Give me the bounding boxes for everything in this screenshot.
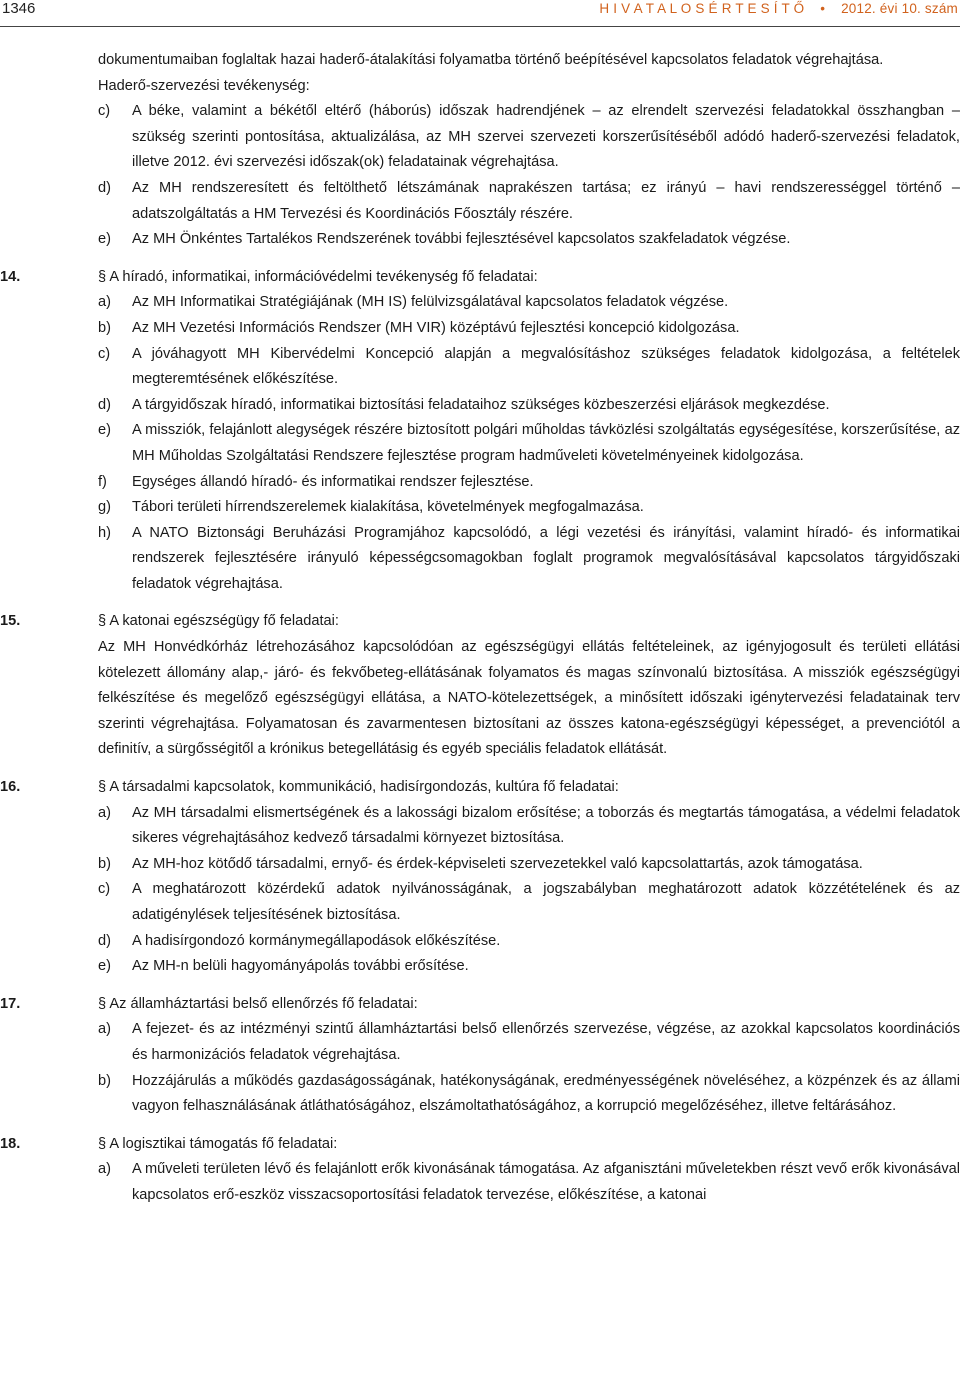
list-item	[0, 99, 960, 176]
list-item	[0, 521, 960, 598]
section-number: 15.	[0, 613, 21, 630]
list-text: Az MH Informatikai Stratégiájának (MH IS) felülvizsgálatával kapcsolatos feladatok végzése.	[132, 294, 729, 311]
list-item	[0, 176, 960, 227]
list-label: a)	[98, 1161, 111, 1178]
section-title: § A katonai egészségügy fő feladatai:	[98, 613, 339, 630]
list-label: b)	[98, 855, 111, 872]
list-text: Az MH társadalmi elismertségének és a lakossági bizalom erősítése; a toborzás és megtartás támogatása, a védelmi feladatok sikeres végrehajtásához kedvező társadalmi környezet biztosítása.	[132, 804, 960, 847]
list-label: e)	[98, 422, 111, 439]
list-text: Az MH-hoz kötődő társadalmi, ernyő- és érdek-képviseleti szervezetekkel való kapcsolattartás, azok támogatása.	[132, 855, 863, 872]
section-heading	[0, 609, 960, 635]
list-label: f)	[98, 473, 107, 490]
list-item	[0, 954, 960, 980]
list-text: A tárgyidőszak híradó, informatikai biztosítási feladataihoz szükséges közbeszerzési eljárások megkezdése.	[132, 396, 830, 413]
section-number: 14.	[0, 268, 21, 285]
list-item	[0, 929, 960, 955]
list-label: c)	[98, 345, 111, 362]
list-item	[0, 852, 960, 878]
section-number: 17.	[0, 995, 21, 1012]
list-item	[0, 290, 960, 316]
list-item	[0, 1157, 960, 1208]
list-item	[0, 227, 960, 253]
list-text: Egységes állandó híradó- és informatikai rendszer fejlesztése.	[132, 473, 534, 490]
list-text: A missziók, felajánlott alegységek részére biztosított polgári műholdas távközlési szolgáltatás egységesítése, korszerűsítése, az MH Műholdas Szolgáltatási Rendszere fejlesztése program hadműveleti követelményeinek kidolgozása.	[132, 422, 960, 464]
list-text: Az MH Vezetési Információs Rendszer (MH VIR) középtávú fejlesztési koncepció kidolgozása.	[132, 319, 740, 336]
list-item	[0, 1017, 960, 1068]
list-label: c)	[98, 881, 111, 898]
section-paragraph: Az MH Honvédkórház létrehozásához kapcsolódóan az egészségügyi ellátás feltételeinek, az igényjogosult és területi ellátási kötelezett állomány alap,- járó- és fekvőbeteg-ellátásának folyamatos és magas színvonalú biztosítása. A missziók egészségügyi felkészítése és megelőző egészségügyi ellátása, a NATO-kötelezettségek, a minősített időszaki igénytervezési feladatainak terv szerinti végrehajtása. Folyamatosan és zavarmentesen biztosítani az összes katona-egészségügyi képességet, a prevenciótól a definitív, a sürgősségitől a krónikus betegellátásig és egyéb speciális feladatok ellátását.	[98, 639, 960, 758]
section-number: 18.	[0, 1135, 21, 1152]
list-item	[0, 470, 960, 496]
list-label: a)	[98, 294, 111, 311]
list-text: Tábori területi hírrendszerelemek kialakítása, követelmények megfogalmazása.	[132, 499, 644, 516]
list-text: A műveleti területen lévő és felajánlott erők kivonásának támogatása. Az afganisztáni műveletekben részt vevő erők kivonásával kapcsolatos erő-eszköz visszacsoportosítási feladatok tervezése, előkészítése, a katonai	[132, 1161, 960, 1203]
header-divider	[0, 26, 960, 27]
list-text: A béke, valamint a békétől eltérő (háborús) időszak hadrendjének – az elrendelt szervezési feladatokkal összhangban – szükség szerinti pontosítása, aktualizálása, az MH szervei szervezeti korszerűsítéséből adódó haderő-szervezési feladatok, illetve 2012. évi szervezési időszak(ok) feladatainak végrehajtása.	[132, 103, 960, 171]
section-heading	[0, 265, 960, 291]
list-label: a)	[98, 1021, 111, 1038]
issue-number: 2012. évi 10. szám	[841, 1, 958, 16]
continuation-text: dokumentumaiban foglaltak hazai haderő-átalakítási folyamatba történő beépítésével kapcsolatos feladatok végrehajtása.	[98, 52, 884, 68]
list-label: e)	[98, 958, 111, 975]
journal-title	[599, 1, 958, 16]
list-label: d)	[98, 396, 111, 413]
list-text: A hadisírgondozó kormánymegállapodások előkészítése.	[132, 932, 501, 949]
list-item	[0, 393, 960, 419]
list-item	[0, 342, 960, 393]
list-item	[0, 316, 960, 342]
list-text: A jóváhagyott MH Kibervédelmi Koncepció alapján a megvalósításhoz szükséges feladatok kidolgozása, a feltételek megteremtésének előkészítése.	[132, 345, 960, 388]
list-text: A meghatározott közérdekű adatok nyilvánosságának, a jogszabályban meghatározott adatok közzétételének és az adatigénylések teljesítésének biztosítása.	[132, 881, 960, 923]
page-content	[0, 48, 960, 1209]
section-number: 16.	[0, 779, 21, 796]
section-title: § A logisztikai támogatás fő feladatai:	[98, 1135, 338, 1152]
list-label: b)	[98, 1072, 111, 1089]
subheading: Haderő-szervezési tevékenység:	[98, 77, 310, 94]
section-heading	[0, 1132, 960, 1158]
list-text: Hozzájárulás a működés gazdaságosságának, hatékonyságának, eredményességének növeléséhez, a közpénzek és az állami vagyon felhasználásának átláthatóságához, elszámoltathatóságához, a korrupció megelőzéséhez, illetve feltárásához.	[132, 1072, 960, 1115]
section-title: § A társadalmi kapcsolatok, kommunikáció, hadisírgondozás, kultúra fő feladatai:	[98, 779, 619, 796]
list-text: Az MH rendszeresített és feltölthető létszámának naprakészen tartása; ez irányú – havi rendszerességgel történő – adatszolgáltatás a HM Tervezési és Koordinációs Főosztály részére.	[132, 179, 960, 222]
list-label: a)	[98, 804, 111, 821]
list-label: c)	[98, 103, 111, 120]
section-heading	[0, 992, 960, 1018]
section-title: § A híradó, informatikai, információvédelmi tevékenység fő feladatai:	[98, 268, 538, 285]
list-item	[0, 495, 960, 521]
list-item	[0, 418, 960, 469]
list-item	[0, 877, 960, 928]
header-bullet: •	[820, 1, 826, 16]
section-heading	[0, 775, 960, 801]
page-header	[0, 0, 960, 24]
list-text: Az MH-n belüli hagyományápolás további erősítése.	[132, 958, 469, 975]
list-text: Az MH Önkéntes Tartalékos Rendszerének további fejlesztésével kapcsolatos szakfeladatok végzése.	[132, 231, 791, 248]
list-label: g)	[98, 499, 111, 516]
page-number: 1346	[2, 0, 36, 17]
list-item	[0, 801, 960, 852]
list-text: A NATO Biztonsági Beruházási Programjához kapcsolódó, a légi vezetési és irányítási, valamint híradó- és informatikai rendszerek fejlesztésére irányuló képességcsomagokban foglalt programok megvalósításával kapcsolatos tárgyidőszaki feladatok végrehajtása.	[132, 524, 960, 592]
section-title: § Az államháztartási belső ellenőrzés fő feladatai:	[98, 995, 418, 1012]
list-label: e)	[98, 231, 111, 248]
list-label: d)	[98, 932, 111, 949]
list-item	[0, 1069, 960, 1120]
list-label: b)	[98, 319, 111, 336]
list-label: h)	[98, 524, 111, 541]
list-text: A fejezet- és az intézményi szintű államháztartási belső ellenőrzés szervezése, végzése, az azokkal kapcsolatos koordinációs és harmonizációs feladatok végrehajtása.	[132, 1021, 960, 1063]
journal-name: H I V A T A L O S É R T E S Í T Ő	[599, 1, 805, 16]
list-label: d)	[98, 179, 111, 196]
